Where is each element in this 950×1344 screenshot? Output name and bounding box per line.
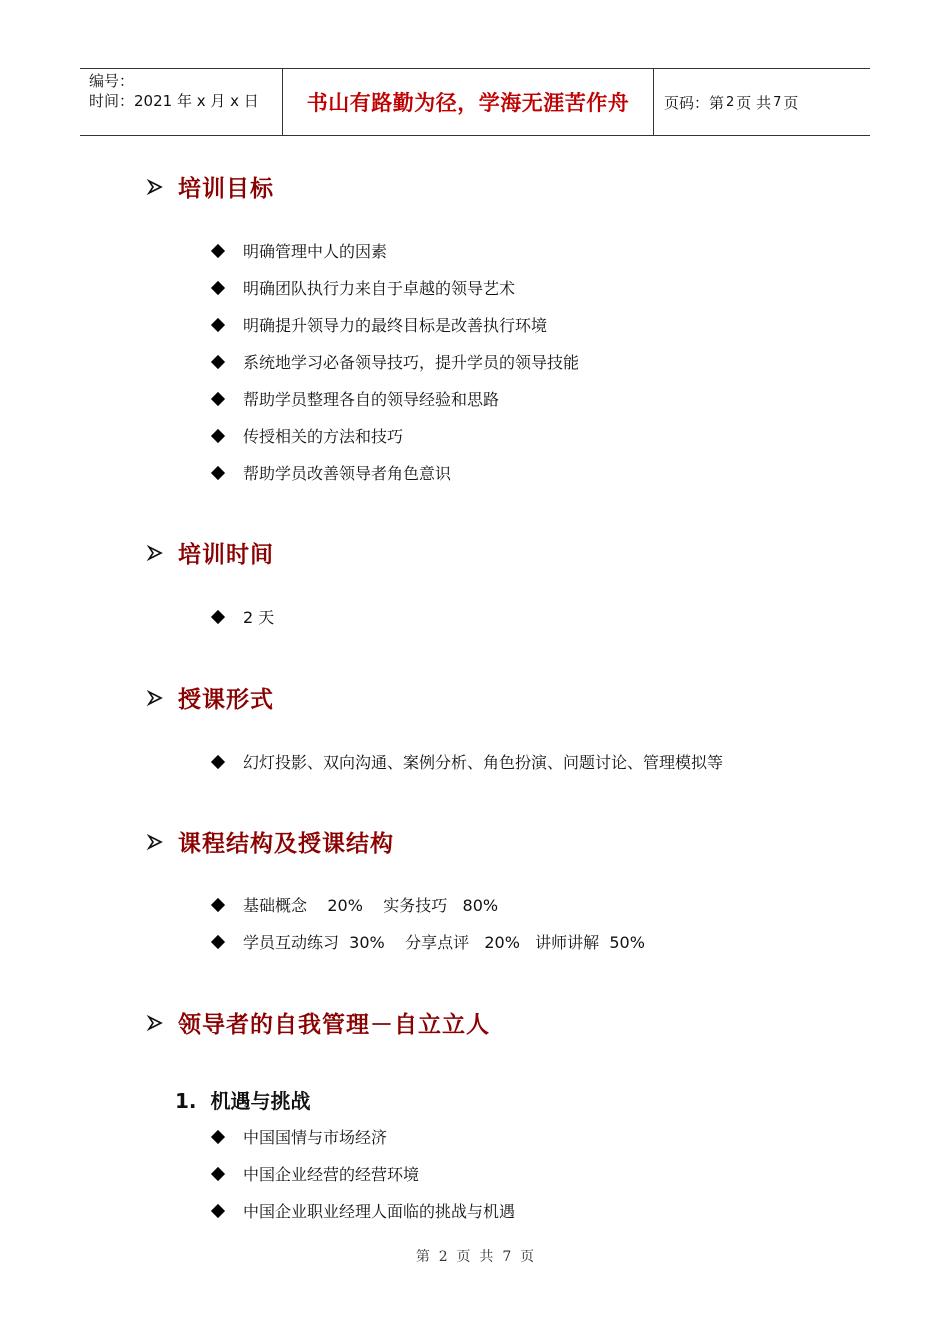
list-item (211, 930, 645, 953)
page-prefix: 页码：第 (664, 93, 725, 112)
page-suffix: 页 (783, 93, 799, 112)
list-item (211, 1125, 387, 1148)
list-item-text: 明确管理中人的因素 (243, 242, 388, 261)
section-title: 培训时间 (178, 542, 274, 568)
diamond-bullet-icon (211, 1166, 225, 1180)
section-format (146, 681, 274, 714)
section-self-management (146, 1006, 490, 1039)
diamond-bullet-icon (211, 1129, 225, 1143)
arrow-bullet-icon (146, 832, 166, 852)
list-item-text: 中国企业职业经理人面临的挑战与机遇 (243, 1202, 516, 1221)
list-item (211, 387, 499, 410)
page-footer: 第 2 页 共 7 页 (415, 1249, 535, 1265)
arrow-bullet-icon (146, 688, 166, 708)
list-item-text: 基础概念 20% 实务技巧 80% (243, 896, 499, 915)
diamond-bullet-icon (211, 609, 225, 623)
list-item (211, 276, 515, 299)
list-item-text: 2 天 (243, 608, 275, 627)
diamond-bullet-icon (211, 897, 225, 911)
list-item (211, 313, 547, 336)
page-current: 2 (726, 94, 735, 110)
diamond-bullet-icon (211, 934, 225, 948)
page-number-cell (654, 69, 870, 135)
list-item-text: 传授相关的方法和技巧 (243, 427, 404, 446)
list-item (211, 350, 579, 373)
list-item (211, 424, 403, 447)
list-item (211, 605, 274, 628)
list-item-text: 明确提升领导力的最终目标是改善执行环境 (243, 316, 548, 335)
section-title: 培训目标 (178, 176, 274, 202)
page-header (80, 68, 870, 136)
page-mid: 页 共 (736, 93, 772, 112)
section-title: 授课形式 (178, 687, 274, 713)
list-item-text: 系统地学习必备领导技巧，提升学员的领导技能 (243, 353, 580, 372)
header-left-cell (80, 69, 282, 135)
time-label: 时间：2021 年 x 月 x 日 (89, 92, 259, 110)
diamond-bullet-icon (211, 465, 225, 479)
diamond-bullet-icon (211, 354, 225, 368)
diamond-bullet-icon (211, 754, 225, 768)
section-title: 课程结构及授课结构 (178, 831, 394, 857)
diamond-bullet-icon (211, 428, 225, 442)
list-item (211, 239, 387, 262)
list-item-text: 中国企业经营的经营环境 (243, 1165, 420, 1184)
list-item-text: 学员互动练习 30% 分享点评 20% 讲师讲解 50% (243, 933, 645, 952)
sub-heading: 1. 机遇与挑战 (175, 1089, 311, 1113)
list-item-text: 明确团队执行力来自于卓越的领导艺术 (243, 279, 516, 298)
diamond-bullet-icon (211, 280, 225, 294)
list-item (211, 1162, 419, 1185)
arrow-bullet-icon (146, 177, 166, 197)
arrow-bullet-icon (146, 543, 166, 563)
list-item-text: 幻灯投影、双向沟通、案例分析、角色扮演、问题讨论、管理模拟等 (243, 753, 724, 772)
section-time (146, 536, 274, 569)
section-goals (146, 170, 274, 203)
list-item (211, 461, 451, 484)
list-item (211, 1199, 515, 1222)
diamond-bullet-icon (211, 243, 225, 257)
diamond-bullet-icon (211, 1203, 225, 1217)
diamond-bullet-icon (211, 391, 225, 405)
section-structure (146, 825, 394, 858)
list-item (211, 750, 723, 773)
arrow-bullet-icon (146, 1013, 166, 1033)
page-total: 7 (773, 94, 782, 110)
motto: 书山有路勤为径，学海无涯苦作舟 (282, 69, 654, 135)
list-item-text: 帮助学员整理各自的领导经验和思路 (243, 390, 500, 409)
section-title: 领导者的自我管理－自立立人 (178, 1012, 490, 1038)
code-label: 编号： (89, 72, 135, 90)
list-item-text: 帮助学员改善领导者角色意识 (243, 464, 452, 483)
diamond-bullet-icon (211, 317, 225, 331)
list-item (211, 893, 498, 916)
list-item-text: 中国国情与市场经济 (243, 1128, 388, 1147)
